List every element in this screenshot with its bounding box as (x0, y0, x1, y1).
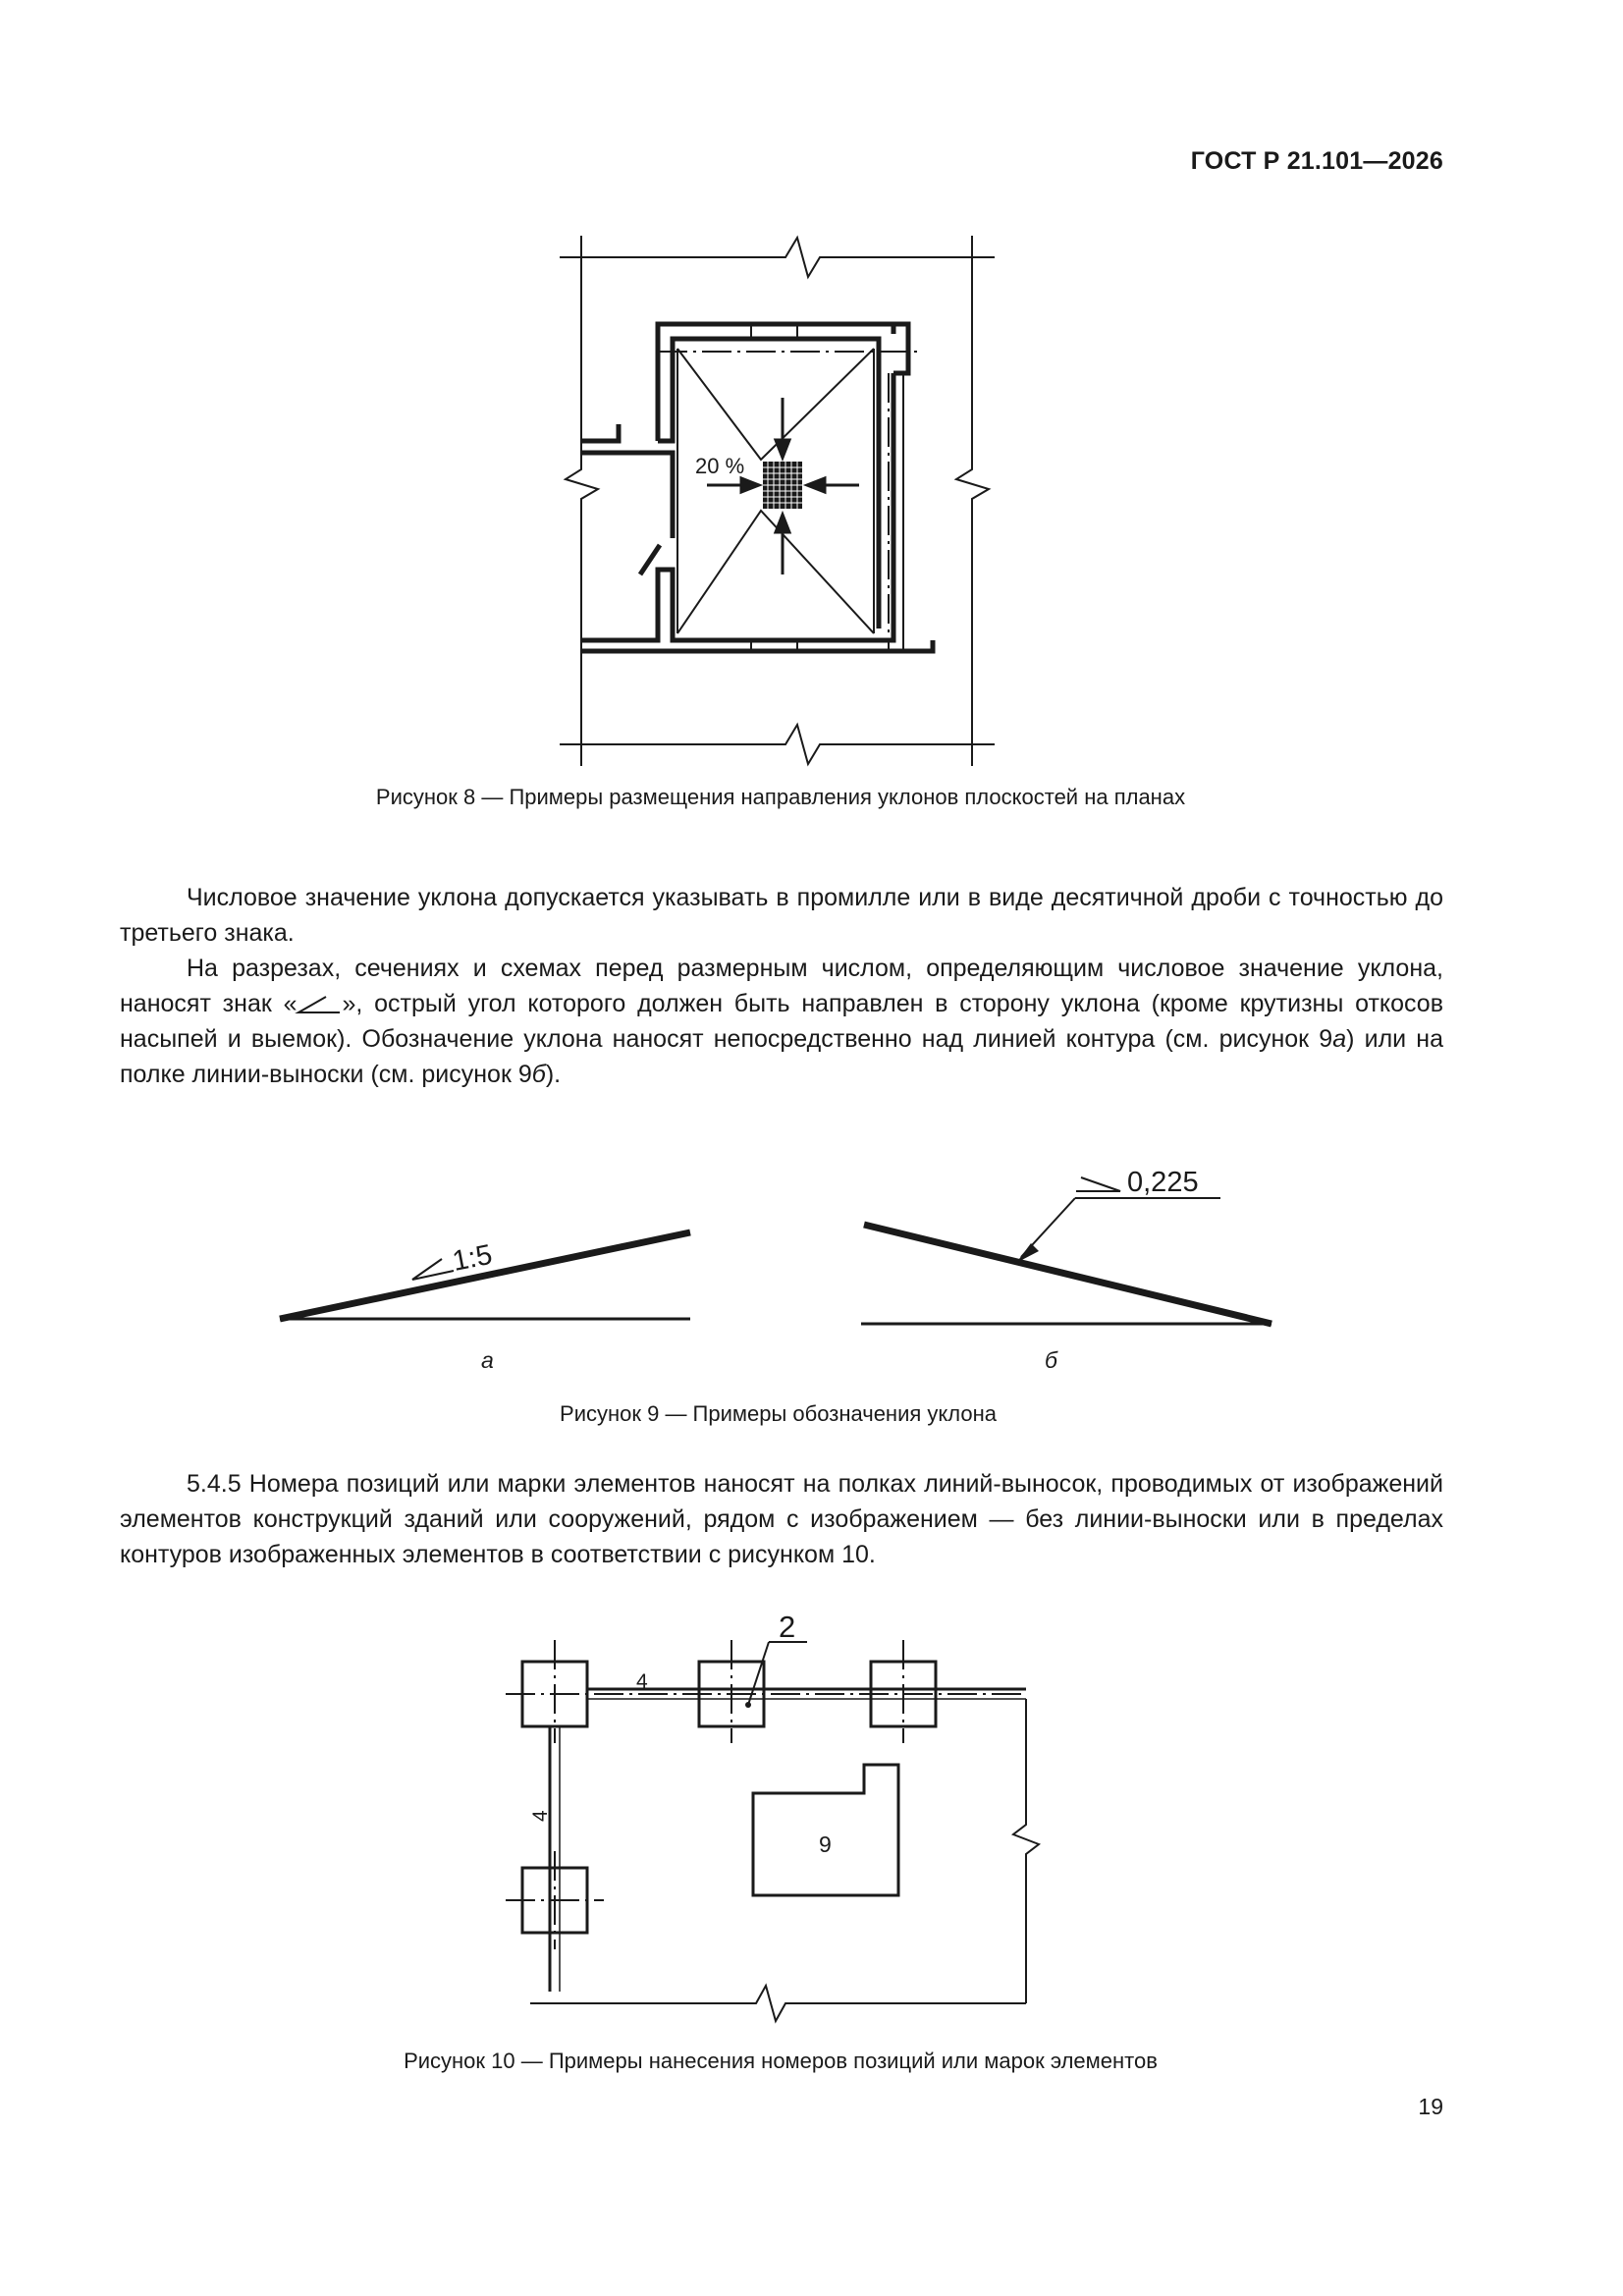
text-block-position-marks (120, 1466, 1443, 1572)
paragraph-slope-sign (120, 951, 1443, 1092)
figure-10-caption: Рисунок 10 — Примеры нанесения номеров позиций или марок элементов (404, 2049, 1158, 2073)
p2-mid: ) или на полке линии-выноски (см. рисунок 9 (120, 1025, 1444, 1088)
p2-before: На разрезах, сечениях и схемах перед размерным числом, определяющим числовое значение уклона, наносят знак « (120, 955, 1443, 1017)
p2-after: », острый угол которого должен быть направлен в сторону уклона (кроме крутизны откосов насыпей и выемок). Обозначение уклона наносят непосредственно над линией контура (см. рисунок 9 (120, 990, 1443, 1053)
document-code: ГОСТ Р 21.101—2026 (1190, 147, 1443, 175)
figure-9a-label: а (481, 1347, 494, 1373)
figure-10-dim-vertical: 4 (529, 1810, 552, 1822)
figure-10-mark-9: 9 (819, 1831, 832, 1857)
figure-9b-label: б (1045, 1347, 1057, 1373)
figure-9b-slope-value: 0,225 (1127, 1167, 1199, 1198)
p2-end: ). (545, 1061, 562, 1088)
p2-ref-a: а (1332, 1025, 1347, 1053)
figure-9-slope-examples (0, 1149, 1623, 1394)
text-block-slope-notation (120, 880, 1443, 1092)
paragraph-permille: Числовое значение уклона допускается указывать в промилле или в виде десятичной дроби с точностью до третьего знака. (120, 884, 1443, 947)
page-number: 19 (1418, 2094, 1443, 2119)
figure-10-position-marks (0, 1601, 1623, 1994)
figure-10-dim-horizontal: 4 (636, 1670, 648, 1693)
figure-9-caption: Рисунок 9 — Примеры обозначения уклона (560, 1401, 997, 1426)
figure-9a-slope-value: 1:5 (450, 1238, 495, 1278)
slope-sign-icon (297, 995, 342, 1014)
figure-8-caption: Рисунок 8 — Примеры размещения направления уклонов плоскостей на планах (375, 785, 1186, 809)
figure-10-mark-2: 2 (779, 1610, 796, 1644)
figure-8-slope-percent: 20 % (695, 454, 745, 478)
p2-ref-b: б (531, 1061, 546, 1088)
figure-8-plan-drawing (0, 0, 1623, 786)
paragraph-5-4-5: 5.4.5 Номера позиций или марки элементов наносят на полках линий-выносок, проводимых от изображений элементов конструкций зданий или сооружений, рядом с изображением — без линии-выноски или в пределах контуров изображенных элементов в соответствии с рисунком 10. (120, 1470, 1443, 1568)
